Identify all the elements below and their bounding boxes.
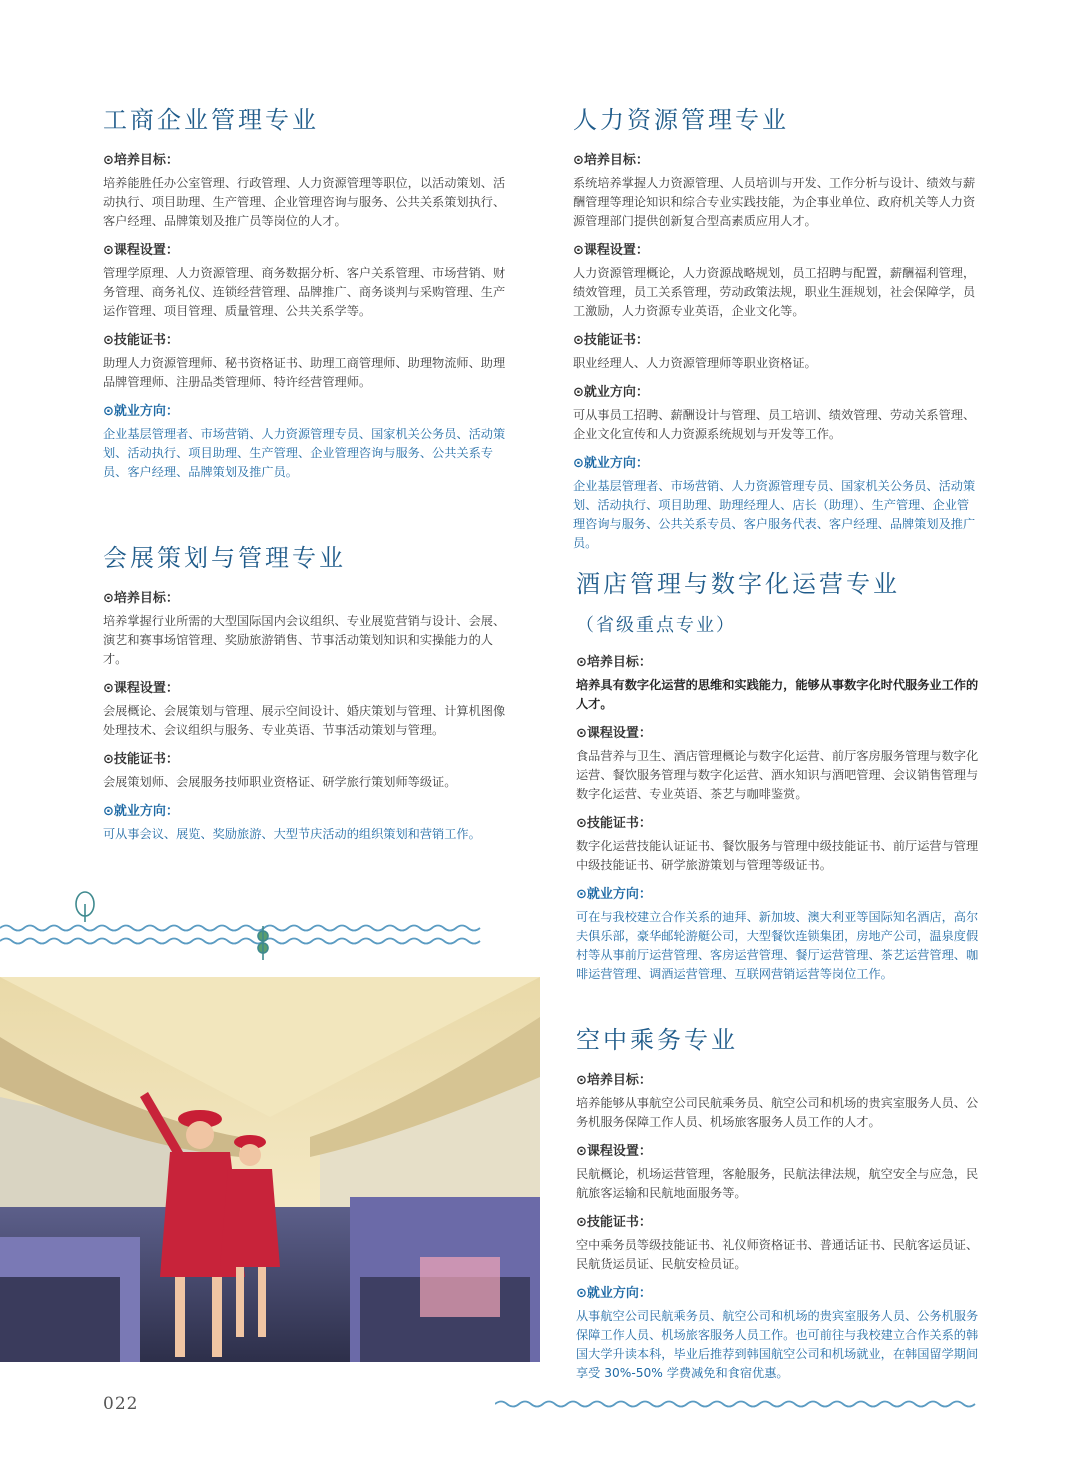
section-business	[103, 100, 515, 490]
course-text: 食品营养与卫生、酒店管理概论与数字化运营、前厅客房服务管理与数字化运营、餐饮服务管理与数字化运营、酒水知识与酒吧管理、会议销售管理与数字化运营、专业英语、茶艺与咖啡鉴赏。	[576, 749, 979, 801]
cert-text: 职业经理人、人力资源管理师等职业资格证。	[573, 356, 817, 370]
career-label: ⊙就业方向：	[103, 804, 179, 819]
course-label: ⊙课程设置：	[103, 681, 179, 696]
course-text: 民航概论，机场运营管理，客舱服务，民航法律法规，航空安全与应急，民航旅客运输和民航地面服务等。	[576, 1167, 979, 1200]
course-label: ⊙课程设置：	[576, 1144, 652, 1159]
cert-label: ⊙技能证书：	[103, 752, 179, 767]
goal-text: 系统培养掌握人力资源管理、人员培训与开发、工作分析与设计、绩效与薪酬管理等理论知识和综合专业实践技能，为企事业单位、政府机关等人力资源管理部门提供创新复合型高素质应用人才。	[573, 176, 976, 228]
goal-label: ⊙培养目标：	[103, 591, 179, 606]
section-title: 工商企业管理专业	[103, 106, 319, 134]
section-exhibition	[103, 538, 515, 852]
course-label: ⊙课程设置：	[573, 243, 649, 258]
career-label: ⊙就业方向：	[573, 456, 649, 471]
direction-label: ⊙就业方向：	[573, 385, 649, 400]
cert-label: ⊙技能证书：	[573, 333, 649, 348]
goal-text: 培养能够从事航空公司民航乘务员、航空公司和机场的贵宾室服务人员、公务机服务保障工作人员、机场旅客服务人员工作的人才。	[576, 1096, 979, 1129]
section-title: 会展策划与管理专业	[103, 544, 346, 572]
goal-label: ⊙培养目标：	[103, 153, 179, 168]
section-flight	[576, 1020, 981, 1391]
section-hr	[573, 100, 981, 561]
cabin-crew-photo	[0, 977, 540, 1362]
section-title: 空中乘务专业	[576, 1026, 738, 1054]
career-label: ⊙就业方向：	[103, 404, 179, 419]
wave-decoration-bottom	[495, 1396, 1080, 1412]
cert-label: ⊙技能证书：	[576, 1215, 652, 1230]
section-hotel	[576, 564, 981, 992]
section-title: 人力资源管理专业	[573, 106, 789, 134]
course-text: 会展概论、会展策划与管理、展示空间设计、婚庆策划与管理、计算机图像处理技术、会议组织与服务、专业英语、节事活动策划与管理。	[103, 704, 506, 737]
course-text: 管理学原理、人力资源管理、商务数据分析、客户关系管理、市场营销、财务管理、商务礼仪、连锁经营管理、品牌推广、商务谈判与采购管理、生产运作管理、项目管理、质量管理、公共关系学等。	[103, 266, 506, 318]
cert-label: ⊙技能证书：	[103, 333, 179, 348]
career-text: 可从事会议、展览、奖励旅游、大型节庆活动的组织策划和营销工作。	[103, 827, 481, 841]
goal-label: ⊙培养目标：	[576, 655, 652, 670]
career-text: 可在与我校建立合作关系的迪拜、新加坡、澳大利亚等国际知名酒店，高尔夫俱乐部，豪华邮轮游艇公司，大型餐饮连锁集团，房地产公司，温泉度假村等从事前厅运营管理、客房运营管理、餐厅运营管理、茶艺运营管理、咖啡运营管理、调酒运营管理、互联网营销运营等岗位工作。	[576, 910, 979, 981]
cert-text: 数字化运营技能认证证书、餐饮服务与管理中级技能证书、前厅运营与管理中级技能证书、研学旅游策划与管理等级证书。	[576, 839, 979, 872]
career-label: ⊙就业方向：	[576, 887, 652, 902]
course-label: ⊙课程设置：	[576, 726, 652, 741]
goal-text: 培养能胜任办公室管理、行政管理、人力资源管理等职位，以活动策划、活动执行、项目助理、生产管理、企业管理咨询与服务、公共关系策划执行、客户经理、品牌策划及推广员等岗位的人才。	[103, 176, 506, 228]
career-text: 企业基层管理者、市场营销、人力资源管理专员、国家机关公务员、活动策划、活动执行、项目助理、助理经理人、店长（助理）、生产管理、企业管理咨询与服务、公共关系专员、客户服务代表、客户经理、品牌策划及推广员。	[573, 479, 976, 550]
goal-label: ⊙培养目标：	[573, 153, 649, 168]
goal-text: 培养具有数字化运营的思维和实践能力，能够从事数字化时代服务业工作的人才。	[576, 678, 979, 711]
cert-text: 空中乘务员等级技能证书、礼仪师资格证书、普通话证书、民航客运员证、民航货运员证、民航安检员证。	[576, 1238, 979, 1271]
goal-text: 培养掌握行业所需的大型国际国内会议组织、专业展览营销与设计、会展、演艺和赛事场馆管理、奖励旅游销售、节事活动策划知识和实操能力的人才。	[103, 614, 506, 666]
cert-label: ⊙技能证书：	[576, 816, 652, 831]
tree-icon	[76, 892, 94, 922]
career-text: 从事航空公司民航乘务员、航空公司和机场的贵宾室服务人员、公务机服务保障工作人员、机场旅客服务人员工作。也可前往与我校建立合作关系的韩国大学升读本科，毕业后推荐到韩国航空公司和机场就业，在韩国留学期间享受 30%-50% 学费减免和食宿优惠。	[576, 1309, 979, 1380]
goal-label: ⊙培养目标：	[576, 1073, 652, 1088]
course-label: ⊙课程设置：	[103, 243, 179, 258]
page-number: 022	[103, 1394, 139, 1414]
section-title: 酒店管理与数字化运营专业	[576, 570, 900, 598]
career-text: 企业基层管理者、市场营销、人力资源管理专员、国家机关公务员、活动策划、活动执行、项目助理、生产管理、企业管理咨询与服务、公共关系专员、客户经理、品牌策划及推广员。	[103, 427, 506, 479]
career-label: ⊙就业方向：	[576, 1286, 652, 1301]
section-subtitle: （省级重点专业）	[576, 615, 736, 636]
cert-text: 会展策划师、会展服务技师职业资格证、研学旅行策划师等级证。	[103, 775, 457, 789]
cert-text: 助理人力资源管理师、秘书资格证书、助理工商管理师、助理物流师、助理品牌管理师、注册品类管理师、特许经营管理师。	[103, 356, 506, 389]
wave-decoration-left	[0, 888, 540, 968]
direction-text: 可从事员工招聘、薪酬设计与管理、员工培训、绩效管理、劳动关系管理、企业文化宣传和人力资源系统规划与开发等工作。	[573, 408, 976, 441]
course-text: 人力资源管理概论，人力资源战略规划，员工招聘与配置，薪酬福利管理，绩效管理，员工关系管理，劳动政策法规，职业生涯规划，社会保障学，员工激励，人力资源专业英语，企业文化等。	[573, 266, 976, 318]
